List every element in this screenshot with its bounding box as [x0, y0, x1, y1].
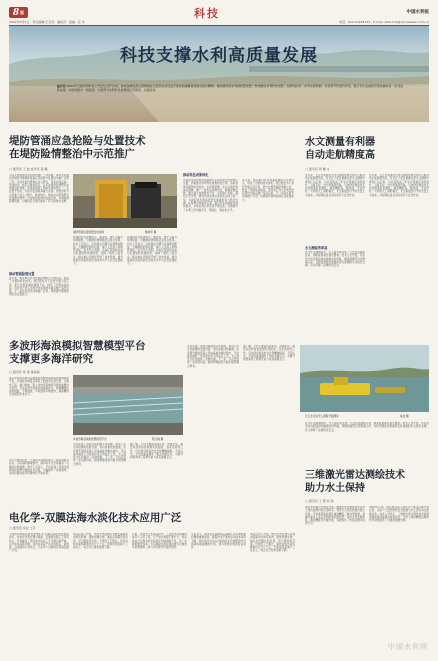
article-1-subhead: 推动管涌险情处置 [9, 272, 35, 276]
article-2-body: 水利部坚持把科技创新摆在水利发展全局的核心位置，加快推进水利科技成果转化应用。各地各单位围绕防汛抗旱、水资源管理、水生态保护等重点领域，推广一批先进适用技术，取得显著成效。通过建立成果转化平台、完善推广机制、强化示范引领，推动科技成果从实验室走向工程一线，为新阶段水利高质量发展提供有力科技支撑。在智慧水利建设方面，数字孪生流域建设加快推进，水利业务应用系统不断完善，有效提升了水利工作的数字化、网络化、智能化水平。 [183, 179, 238, 212]
article-5-body-col4: 专家表示，海水淡化是解决沿海地区水资源短缺问题的重要途径。随着技术不断进步和成本持续下降，海水淡化水将在沿海地区水资源配置中发挥越来越重要的作用，成为常规水源的有益补充。 [191, 533, 246, 550]
article-3-photo-credit: 杨成 摄 [400, 415, 409, 418]
paper-name: 中国水利报 [406, 10, 429, 15]
banner-intro-lead: 编者按 [57, 84, 66, 88]
article-3-body: 近年来，长江水利委员会水文局组织研发的无人船自动走航测量系统，在长江干流及重要支流水文测验中得到广泛应用。该系统集成了声学多普勒流速剖面仪、卫星定位、自动导航等设备，可按预设航线自主完成断面流量测验，测量精度高、效率高、安全性好。与传统人工测船相比，无人船测量可节约大量人力成本，并能够在复杂水流条件下安全作业。 [305, 174, 365, 197]
article-6-body: 黄河水利委员会组织开展三维激光雷达测绘技术在水土保持监测中的应用研究，利用无人机搭载激光雷达设备，可快速获取监测区域高精度三维地形数据，准确计算水土流失量和淤地坝淤积量。该技术作业效率高，测量精度可达厘米级，有效弥补了传统监测手段的不足。 [305, 506, 365, 526]
article-3-title [305, 137, 375, 162]
article-4-col5-text: 据了解，平台主要由造波系统、消波系统、测量系统和智能控制系统组成，各系统协同工作，可实现对海浪的全过程精确模拟。专家认为，平台的建成填补了相关领域空白，对提升我国海洋工程研究能力具有重要意义。 [243, 345, 295, 362]
article-1-title-line1: 堤防管涌应急抢险与处置技术 [9, 135, 146, 147]
article-6-col-upper: 在今年汛期测验中，无人船系统完成了大量流量测验任务，测验成果满足规范要求。技术人员介绍，该系统支持远程监控和数据实时传输，测验数据可自动整编入库，为防汛调度决策提供及时准确的水文信息支撑，有力保障了流域防洪安全。 [305, 422, 429, 432]
article-4-byline: □ 通讯员 常 建 黄丽娟 [9, 370, 40, 374]
article-4-body: 南京水利科学研究院建成的多波形海浪模拟智慧模型平台，可模拟多种复杂海况下的波浪运动过程，为海岸工程、港口航道、海上风电等领域研究提供重要技术手段。平台采用先进的造波控制技术，能够精确生成规则波、不规则波、多向波等多种波形，模拟精度达到国际先进水平。 [9, 377, 69, 397]
article-6-title-line1: 三维激光雷达测绘技术 [305, 470, 405, 481]
article-3-subhead: 水文测验效率高 [305, 246, 328, 250]
article-5-body-col3: 目前，该技术已在海岛供水、工业用水等领域形成多个示范工程，日产淡水规模不断扩大。相关单位正在推动技术标准化和装备国产化，进一步降低建设成本，为沿海缺水地区提供更多可靠的水资源保障，助力水资源节约集约利用。 [132, 533, 187, 550]
article-1-photo-image [73, 174, 177, 228]
masthead-contact: 电话：010-63205233 · E-mail: zbsh.kxb@chinawater.com.cn [339, 20, 429, 24]
article-1-col3-text: 管涌抢险设备体积小、重量轻，便于运输与快速组装，可根据险情规模灵活组合使用。技术人员表示，该装置在汛期可实现即到即装，大幅缩短抢险时间，减少人员投入和物资消耗。在今年主汛期，多地应用该技术成功处置堤防管涌险情，保障了堤防工程安全。相关单位还组织开展了技术培训，提升基层防汛抢险队伍的技术水平与应急处置能力。 [127, 236, 177, 266]
article-3-byline: □ 通讯员 周 耀 文 [305, 167, 330, 171]
article-4-title-line2: 支撑更多海洋研究 [9, 353, 93, 365]
article-4-col4-text: 平台实现了试验过程的数字化管理，研究人员可远程操控造波设备、实时查看试验数据。在近期开展的某海上风电基础冲刷试验中，平台成功模拟了台风浪作用下的复杂工况，为工程设计优化提供了关键依据。下一步，平台还将进一步拓展功能，推进物理模型与数学模型耦合研究。 [187, 345, 239, 368]
article-1-col2-text: 管涌抢险设备体积小、重量轻，便于运输与快速组装，可根据险情规模灵活组合使用。技术人员表示，该装置在汛期可实现即到即装，大幅缩短抢险时间，减少人员投入和物资消耗。在今年主汛期，多地应用该技术成功处置堤防管涌险情，保障了堤防工程安全。相关单位还组织开展了技术培训，提升基层防汛抢险队伍的技术水平与应急处置能力。 [73, 236, 123, 266]
article-1-title [9, 135, 146, 161]
article-3-photo [300, 345, 429, 412]
article-4-photo [73, 375, 183, 435]
article-1-byline: □ 通讯员 王 波 成学亮 姜 曦 [9, 167, 48, 171]
footer-watermark: 中国水利网 [388, 643, 428, 651]
article-3-body-2: 在今年汛期测验中，无人船系统完成了大量流量测验任务，测验成果满足规范要求。技术人员介绍，该系统支持远程监控和数据实时传输，测验数据可自动整编入库，为防汛调度决策提供及时准确的水文信息支撑，有力保障了流域防洪安全。 [305, 251, 365, 268]
article-5-body-col2: 项目负责人介绍，电化学预处理可有效去除海水中的有机物、胶体和微生物，减轻后续膜系统负荷，延长膜使用寿命。与传统工艺相比，新技术吨水能耗降低约百分之十五，药剂使用量减少三成以上，综合运行成本显著下降。 [73, 533, 128, 550]
article-5-byline: □ 通讯员 李亚 王苏 [9, 526, 36, 530]
article-3-photo-caption: 长江水文局无人测船开展测验 [305, 415, 339, 418]
article-3-col2-text: 近年来，长江水利委员会水文局组织研发的无人船自动走航测量系统，在长江干流及重要支流水文测验中得到广泛应用。该系统集成了声学多普勒流速剖面仪、卫星定位、自动导航等设备，可按预设航线自主完成断面流量测验，测量精度高、效率高、安全性好。与传统人工测船相比，无人船测量可节约大量人力成本，并能够在复杂水流条件下安全作业。 [369, 174, 429, 197]
masthead-info: 2022年8月5日 · 责任编辑/王丹丹 · 编校员 · 美编 · 张 末 [9, 20, 85, 24]
article-1-photo-caption: 堤防管涌处置装置安装现场 [73, 231, 105, 234]
article-1-body: 为深入贯彻落实水利科技推广工作部署，黄河水利委员会组织开展堤防管涌应急抢险与处置技术推广应用工作。该技术由科研单位自主研发，具有快速反滤、导渗排水、稳定可靠等特点，在多处堤防险情整治中取得良好效果。管涌是堤防工程常见的险情之一，若处置不及时，可能引发溃堤等重大灾害。传统抢险方法需要大量人力物力，耗时较长。新技术采用装配式反滤围井结构，可在较短时间内完成安装，有效控制险情发展，为堤防安全度汛提供了有力的技术支撑。 [9, 174, 69, 204]
article-3-photo-image [300, 345, 429, 412]
section-title: 科技 [194, 7, 220, 20]
article-4-col3-text: 据了解，平台主要由造波系统、消波系统、测量系统和智能控制系统组成，各系统协同工作，可实现对海浪的全过程精确模拟。专家认为，平台的建成填补了相关领域空白，对提升我国海洋工程研究能力具有重要意义。 [130, 443, 183, 460]
page-number-suffix: 版 [20, 9, 25, 15]
banner [9, 26, 429, 122]
article-1-title-line2: 在堤防险情整治中示范推广 [9, 148, 135, 160]
article-5-body: 天津市科研团队研发的电化学-双膜法海水淡化集成技术，将电化学预处理与超滤、反渗透双膜工艺有机结合，有效解决了传统海水淡化工艺中膜污染严重、运行成本高等问题。该技术具有产水水质稳定、能耗低、占地面积小等优点，已在多个沿海地区和海岛推广应用。 [9, 533, 69, 553]
article-2-kicker: 推动科技成果转化 [183, 173, 209, 177]
article-5-body-col5: 项目负责人介绍，电化学预处理可有效去除海水中的有机物、胶体和微生物，减轻后续膜系统负荷，延长膜使用寿命。与传统工艺相比，新技术吨水能耗降低约百分之十五，药剂使用量减少三成以上，综合运行成本显著下降。 [250, 533, 295, 553]
article-1-photo-credit: 韩晓军 摄 [145, 231, 157, 234]
banner-intro-text: 2022年全国水利科技工作会议召开以来，各地各单位深入贯彻落实习近平总书记关于治水的重要讲话指示批示精神，推动新阶段水利高质量发展，加快推进水利科技创新，在防汛抗旱、水旱灾害防御、水资源节约集约利用、数字孪生流域建设等领域取得一系列创新成果。本版特推出一组报道，介绍部分水利科技成果的应用情况，以飨读者。 [57, 84, 403, 93]
article-4-body-2: 该平台建成以来，已承担多项国家重大工程试验研究任务，为沿海防潮堤建设、港口码头设计等提供了可靠的试验数据。研究人员表示，平台实现了试验过程智能化控制与数据自动采集，大幅提升了试验效率，未来将面向更多科研单位开放共享。 [9, 459, 69, 476]
article-6-title-line2: 助力水土保持 [305, 482, 365, 494]
article-4-col2-text: 平台实现了试验过程的数字化管理，研究人员可远程操控造波设备、实时查看试验数据。在近期开展的某海上风电基础冲刷试验中，平台成功模拟了台风浪作用下的复杂工况，为工程设计优化提供了关键依据。下一步，平台还将进一步拓展功能，推进物理模型与数学模型耦合研究。 [73, 443, 126, 466]
article-4-title [9, 340, 146, 366]
article-4-photo-image [73, 375, 183, 435]
article-2-body-col2: 近年来，相关单位针对管涌险情特点开展攻关，形成了完整的技术体系。项目组在多个省份开展示范应用，累计处置管涌险情数十处，经受了汛期实战检验。该技术已列入水利先进实用技术重点推广指导目录，下一步将在更多流域推广应用，持续提升堤防险情应急处置能力。 [242, 179, 294, 202]
article-3-title-line1: 水文测量有利器 [305, 137, 375, 148]
article-3-title-line2: 自动走航精度高 [305, 149, 375, 161]
article-5-title: 电化学-双膜法海水淡化技术应用广泛 [9, 512, 182, 524]
page-number: 8 [12, 7, 20, 18]
article-4-photo-credit: 陈志刚 摄 [152, 438, 164, 441]
page-number-badge [9, 7, 28, 18]
article-6-byline: □ 通讯员 王 源 刘 海 [305, 499, 334, 503]
article-4-photo-caption: 多波形海浪模拟智慧模型平台 [73, 438, 107, 441]
article-1-body-2: 近年来，相关单位针对管涌险情特点开展攻关，形成了完整的技术体系。项目组在多个省份开展示范应用，累计处置管涌险情数十处，经受了汛期实战检验。该技术已列入水利先进实用技术重点推广指导目录，下一步将在更多流域推广应用，持续提升堤防险情应急处置能力。 [9, 277, 69, 297]
article-6-title [305, 470, 405, 495]
article-4-title-line1: 多波形海浪模拟智慧模型平台 [9, 340, 146, 352]
article-6-body-2: 2022年以来，项目组在黄土高原多个重点区域开展应用，完成了大量淤地坝安全监测与水土流失动态监测任务。技术人员表示，三维激光雷达测绘技术能够穿透植被获取真实地表信息，为水土保持精准治理和科学决策提供了可靠的数据支撑。 [369, 506, 429, 523]
banner-intro [57, 84, 403, 114]
article-1-photo [73, 174, 177, 228]
banner-title: 科技支撑水利高质量发展 [120, 46, 318, 66]
